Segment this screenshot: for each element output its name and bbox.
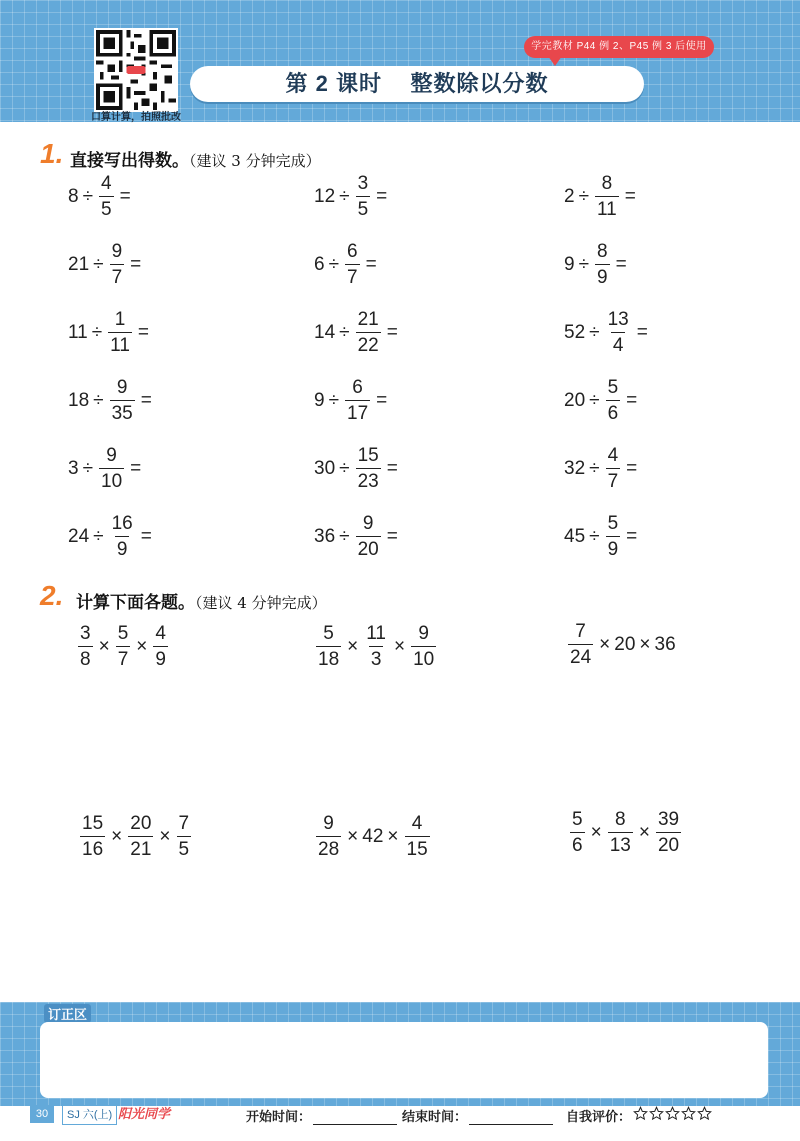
correction-area[interactable] [40,1022,768,1098]
page-title: 第 2 课时 整数除以分数 [285,71,549,96]
fraction: $\frac{4}{9}$ [155,623,166,670]
fraction: $\frac{7}{24}$ [570,621,592,668]
numerator: 6 [352,377,363,398]
dividend: 30 [314,457,336,479]
denominator: 5 [356,196,371,219]
denominator: 7 [345,264,360,287]
numerator: 3 [357,173,369,194]
fraction: $\frac{39}{20}$ [657,809,680,856]
fraction [110,378,135,423]
fraction [595,174,619,219]
numerator: 21 [357,309,379,330]
equals-sign: = [626,457,638,479]
division-problem [314,378,391,423]
end-time-input[interactable] [469,1110,553,1125]
denominator: 5 [99,196,114,219]
correction-label: 订正区 [44,1004,91,1023]
fraction [595,242,610,287]
times-sign: × [111,825,123,847]
equals-sign: = [365,253,377,275]
dividend: 6 [314,253,325,275]
fraction [345,378,370,423]
fraction [356,514,381,559]
fraction: $\frac{9}{10}$ [413,623,435,670]
star-icon[interactable] [681,1106,696,1121]
equals-sign: = [130,457,142,479]
numerator: 16 [111,513,133,534]
start-time-input[interactable] [313,1110,397,1125]
lesson-title-bar [190,66,644,102]
division-problem [68,446,145,491]
division-problem [68,174,135,219]
denominator: 6 [606,400,621,423]
numerator: 9 [362,513,374,534]
fraction: $\frac{9}{28}$ [318,813,340,860]
division-problem [564,174,640,219]
equals-sign: = [376,389,388,411]
fraction [606,310,631,355]
numerator: 4 [101,173,112,194]
section2-problem-5 [314,814,432,859]
division-problem [564,446,641,491]
fraction: $\frac{11}{3}$ [366,623,386,670]
denominator: 11 [108,332,132,355]
dividend: 18 [68,389,90,411]
equals-sign: = [386,321,398,343]
divide-sign: ÷ [82,457,94,479]
division-problem [68,514,156,559]
times-sign: × [98,635,110,657]
divide-sign: ÷ [339,185,350,207]
equals-sign: = [137,321,150,343]
whole-number: 42 [362,825,384,847]
equals-sign: = [626,389,638,411]
division-problem [314,174,391,219]
division-problem [314,242,381,287]
equals-sign: = [636,321,648,343]
equals-sign: = [140,389,152,411]
numerator: 9 [111,241,123,262]
division-problem [68,378,156,423]
fraction: $\frac{3}{8}$ [80,623,91,670]
fraction: $\frac{5}{6}$ [572,809,583,856]
dividend: 8 [68,185,79,207]
star-icon[interactable] [649,1106,664,1121]
section2-title: 计算下面各题。 [76,593,195,612]
divide-sign: ÷ [82,185,94,207]
rating-stars [633,1106,713,1121]
denominator: 23 [356,468,381,491]
divide-sign: ÷ [93,525,104,547]
numerator: 8 [601,173,613,194]
brand-logo: 阳光同学 [118,1106,171,1121]
dividend: 24 [68,525,90,547]
equals-sign: = [386,457,398,479]
section1-heading [70,146,321,171]
times-sign: × [599,633,611,655]
numerator: 15 [357,445,379,466]
dividend: 36 [314,525,336,547]
usage-note-badge: 学完教材 P44 例 2、P45 例 3 后使用 [524,36,714,58]
dividend: 21 [68,253,90,275]
division-problem [564,514,641,559]
fraction [110,242,125,287]
start-time-field [246,1106,397,1125]
equals-sign: = [626,525,638,547]
divide-sign: ÷ [328,253,340,275]
denominator: 17 [345,400,370,423]
star-icon[interactable] [633,1106,648,1121]
division-problem [68,242,145,287]
numerator: 4 [607,445,619,466]
divide-sign: ÷ [91,321,103,343]
section2-problem-1 [76,624,170,669]
dividend: 12 [314,185,336,207]
section2-heading [76,588,327,613]
fraction [606,514,621,559]
numerator: 9 [116,377,128,398]
divide-sign: ÷ [339,525,350,547]
dividend: 9 [314,389,325,411]
section1-title: 直接写出得数。 [70,151,189,170]
division-problem [68,310,153,355]
divide-sign: ÷ [93,253,104,275]
times-sign: × [590,821,602,843]
denominator: 7 [606,468,621,491]
times-sign: × [387,825,399,847]
denominator: 9 [115,536,130,559]
dividend: 20 [564,389,586,411]
equals-sign: = [624,185,636,207]
denominator: 22 [356,332,381,355]
times-sign: × [393,635,406,657]
numerator: 9 [106,445,117,466]
numerator: 13 [607,309,629,330]
qr-code-icon[interactable] [94,28,178,112]
fraction: $\frac{5}{7}$ [117,623,129,670]
fraction [110,514,135,559]
section1-hint: （建议 3 分钟完成） [189,152,321,170]
division-problem [564,310,652,355]
section1-number: 1. [40,138,64,169]
equals-sign: = [376,185,388,207]
times-sign: × [638,821,650,843]
usage-note-pointer [548,56,562,66]
fraction [99,174,114,219]
dividend: 45 [564,525,586,547]
start-time-label: 开始时间： [246,1109,312,1124]
dividend: 11 [68,321,88,343]
denominator: 20 [356,536,381,559]
numerator: 8 [597,241,608,262]
whole-number: 20 [614,633,636,655]
fraction: $\frac{5}{18}$ [318,623,340,670]
equals-sign: = [615,253,627,275]
divide-sign: ÷ [589,321,600,343]
divide-sign: ÷ [578,185,590,207]
numerator: 5 [607,377,619,398]
edition-badge: SJ 六(上) [62,1105,117,1125]
fraction [345,242,360,287]
fraction: $\frac{8}{13}$ [609,809,631,856]
division-problem [314,446,402,491]
denominator: 9 [595,264,610,287]
dividend: 2 [564,185,575,207]
qr-caption: 口算计算，拍照批改 [91,112,181,123]
fraction [606,378,621,423]
denominator: 10 [99,468,124,491]
times-sign: × [136,635,148,657]
section2-number: 2. [40,580,64,611]
equals-sign: = [140,525,152,547]
times-sign: × [347,635,359,657]
section2-problem-2 [314,624,438,669]
fraction [99,446,124,491]
fraction: $\frac{15}{16}$ [82,813,104,860]
denominator: 7 [110,264,125,287]
denominator: 35 [110,400,135,423]
times-sign: × [347,825,359,847]
equals-sign: = [386,525,398,547]
denominator: 11 [595,196,619,219]
fraction: $\frac{20}{21}$ [130,813,152,860]
section2-problem-4 [78,814,193,859]
section2-hint: （建议 4 分钟完成） [195,594,327,612]
divide-sign: ÷ [589,525,600,547]
division-problem [564,378,641,423]
whole-number: 36 [654,633,676,655]
section2-problem-3 [566,622,676,667]
divide-sign: ÷ [93,389,104,411]
star-icon[interactable] [697,1106,712,1121]
divide-sign: ÷ [339,321,350,343]
denominator: 4 [611,332,626,355]
division-problem [564,242,631,287]
division-problem [314,514,402,559]
numerator: 1 [114,309,126,330]
dividend: 3 [68,457,79,479]
times-sign: × [639,633,651,655]
dividend: 14 [314,321,336,343]
fraction [108,310,132,355]
divide-sign: ÷ [328,389,340,411]
dividend: 52 [564,321,586,343]
divide-sign: ÷ [578,253,590,275]
fraction: $\frac{4}{15}$ [406,813,428,860]
end-time-field [402,1106,553,1125]
fraction [356,446,381,491]
division-problem [314,310,402,355]
numerator: 6 [347,241,358,262]
equals-sign: = [119,185,131,207]
dividend: 9 [564,253,575,275]
fraction [606,446,621,491]
fraction [356,174,371,219]
section2-problem-6 [568,810,683,855]
denominator: 9 [606,536,621,559]
end-time-label: 结束时间： [402,1109,468,1124]
divide-sign: ÷ [589,389,600,411]
numerator: 5 [607,513,619,534]
fraction [356,310,381,355]
dividend: 32 [564,457,586,479]
star-icon[interactable] [665,1106,680,1121]
self-eval-field [566,1106,713,1125]
divide-sign: ÷ [589,457,600,479]
page-number: 30 [30,1105,54,1123]
equals-sign: = [130,253,142,275]
self-eval-label: 自我评价： [566,1109,632,1124]
times-sign: × [159,825,171,847]
divide-sign: ÷ [339,457,350,479]
fraction: $\frac{7}{5}$ [178,813,190,860]
